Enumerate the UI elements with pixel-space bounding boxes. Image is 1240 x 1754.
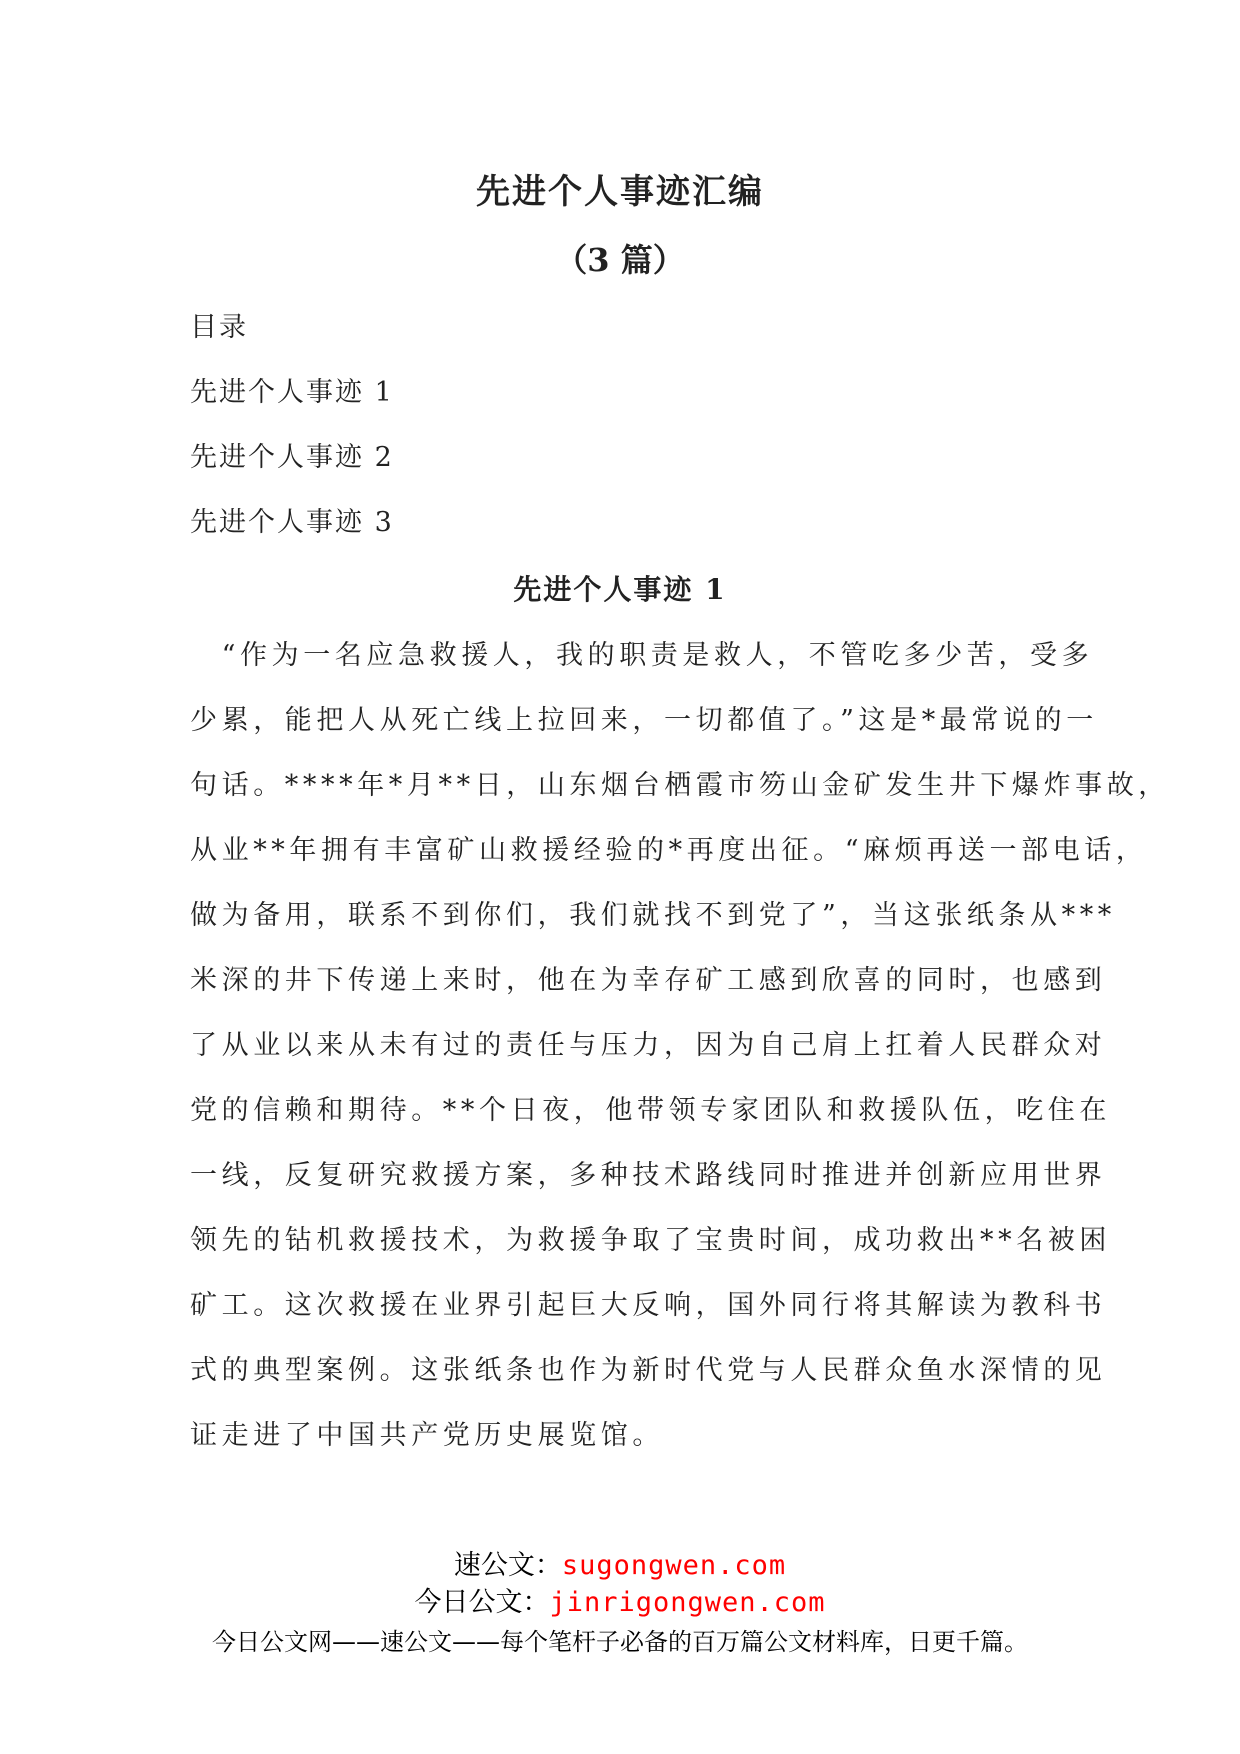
body-line: 证走进了中国共产党历史展览馆。 <box>190 1420 664 1451</box>
toc-heading: 目录 <box>190 312 248 343</box>
body-line: 矿工。这次救援在业界引起巨大反响，国外同行将其解读为教科书 <box>190 1290 1107 1321</box>
footer-line-jinrigongwen <box>0 1585 1240 1621</box>
document-subtitle: （3 篇） <box>555 241 685 279</box>
footer-slogan: 今日公文网——速公文——每个笔杆子必备的百万篇公文材料库，日更千篇。 <box>212 1628 1028 1656</box>
body-line: 从业**年拥有丰富矿山救援经验的*再度出征。“麻烦再送一部电话， <box>190 835 1148 866</box>
footer-link-jinrigongwen[interactable]: jinrigongwen.com <box>549 1587 826 1618</box>
toc-item-1: 先进个人事迹 1 <box>190 377 394 408</box>
body-line: 句话。****年*月**日，山东烟台栖霞市笏山金矿发生井下爆炸事故， <box>190 770 1170 801</box>
body-line: 做为备用，联系不到你们，我们就找不到党了”，当这张纸条从*** <box>190 900 1116 931</box>
toc-item-2: 先进个人事迹 2 <box>190 442 394 473</box>
body-line: 米深的井下传递上来时，他在为幸存矿工感到欣喜的同时，也感到 <box>190 965 1107 996</box>
footer-label-sugongwen: 速公文： <box>453 1550 562 1581</box>
footer-line-sugongwen <box>0 1548 1240 1584</box>
body-line: 少累，能把人从死亡线上拉回来，一切都值了。”这是*最常说的一 <box>190 705 1098 736</box>
toc-item-3: 先进个人事迹 3 <box>190 507 394 538</box>
body-line: 式的典型案例。这张纸条也作为新时代党与人民群众鱼水深情的见 <box>190 1355 1107 1386</box>
footer-label-jinrigongwen: 今日公文： <box>414 1587 550 1618</box>
body-line: 领先的钻机救援技术，为救援争取了宝贵时间，成功救出**名被困 <box>190 1225 1111 1256</box>
body-line: 党的信赖和期待。**个日夜，他带领专家团队和救援队伍，吃住在 <box>190 1095 1111 1126</box>
body-line: 一线，反复研究救援方案，多种技术路线同时推进并创新应用世界 <box>190 1160 1107 1191</box>
body-line: 了从业以来从未有过的责任与压力，因为自己肩上扛着人民群众对 <box>190 1030 1107 1061</box>
document-title: 先进个人事迹汇编 <box>476 172 764 212</box>
section-title: 先进个人事迹 1 <box>513 573 727 606</box>
section-body <box>190 634 1170 1479</box>
body-line: “作为一名应急救援人，我的职责是救人，不管吃多少苦，受多 <box>190 640 1094 671</box>
footer-link-sugongwen[interactable]: sugongwen.com <box>561 1550 787 1581</box>
